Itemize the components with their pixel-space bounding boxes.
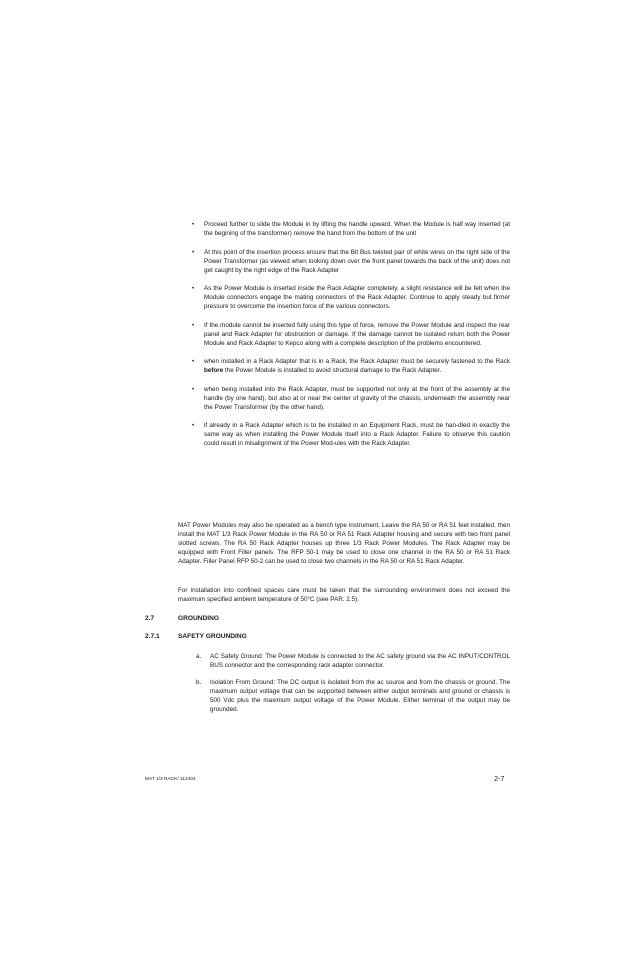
bullet-marker: • [192,422,195,429]
section-number: 2.7 [145,615,155,622]
bullet-item [192,248,510,275]
bullet-text: At this point of the insertion process ensure that the Bit Bus twisted pair of white wires on the right side of the Power Transformer (as viewed when looking down over the front panel towards the back of the unit) does not get caught by the right edge of the Rack Adapter [204,248,510,274]
list-item [196,652,510,670]
list-marker: a. [196,653,202,660]
bullet-marker: • [192,248,195,256]
confined-spaces-paragraph: For installation into confined spaces care must be taken that the surrounding environment does not exceed the maximum specified ambient temperature of 50°C (see PAR. 2.5). [178,587,510,603]
section-heading-grounding [145,615,219,622]
bullet-text: If the module cannot be inserted fully using this type of force, remove the Power Module and inspect the rear panel and Rack Adapter for obstruction or damage. If the damage cannot be isolated return both the Power Module and Rack Adapter to Kepco along with a complete description of the problems encountered. [204,321,510,347]
bullet-marker: • [192,358,195,365]
bullet-marker: • [192,285,195,292]
safety-grounding-list [196,652,510,722]
bullet-item [192,421,510,448]
section-heading-safety-grounding [145,633,247,640]
bullet-marker: • [192,221,195,228]
bullet-text: As the Power Module is inserted inside the Rack Adapter completely, a slight resistance will be felt when the Module connectors engage the mating connectors of the Rack Adapter. Continue to apply steady but firmer pressure to overcome the insertion force of the various connectors. [204,285,510,310]
bullet-text-pre: when installed in a Rack Adapter that is in a Rack, the Rack Adapter must be securely fastened to the Rack [204,358,510,365]
bullet-text-bold: before [204,367,224,374]
installation-bullet-list [192,220,510,458]
section-title: GROUNDING [178,615,220,622]
section-title: SAFETY GROUNDING [178,633,247,640]
bench-operation-paragraph: MAT Power Modules may also be operated as a bench type instrument. Leave the RA 50 or RA 51 feet installed, then install the MAT 1/3 Rack Power Module in the RA 50 or RA 51 Rack Adapter housing and secure with two front panel slotted screws. The RA 50 Rack Adapter houses up three 1/3 Rack Power Modules. The Rack Adapter may be equipped with Front Filler panels. The RFP 50-1 may be used to close one channel in the RA 50 or RA 51 Rack Adapter. Filler Panel RFP 50-2 can be used to close two channels in the RA 50 or RA 51 Rack Adapter. [178,522,510,565]
bullet-text: Proceed further to slide the Module in by lifting the handle upward. When the Module is half way inserted (at the begining of the transformer) remove the hand from the bottom of the unit [204,221,510,237]
list-item-text: Isolation From Ground: The DC output is isolated from the ac source and from the chassis or ground. The maximum output voltage that can be supported between either output terminals and ground or chassis is 500 Vdc plus the maximum output voltage of the Power Module. Either terminal of the output may be grounded. [210,679,510,713]
bullet-item [192,385,510,412]
bullet-marker: • [192,321,195,329]
bullet-text: when being installed into the Rack Adapter, must be supported not only at the front of the assembly at the handle (by one hand), but also at or near the center of gravity of the chassis, underneath the assembly near the Power Transformer (by the other hand). [204,385,510,411]
bullet-text-post: the Power Module is installed to avoid structural damage to the Rack Adapter. [223,367,442,374]
bullet-item [192,357,510,375]
bullet-item [192,284,510,311]
footer-document-id: MAT 1/3 RACK/ 112404 [145,777,196,782]
footer-page-number: 2-7 [494,774,505,783]
bullet-text: if already in a Rack Adapter which is to be installed in an Equipment Rack, must be han-dled in exactly the same way as when installing the Power Module itself into a Rack Adapter. Failure to observe this caution could result in misalignment of the Power Mod-ules with the Rack Adapter. [204,422,510,447]
list-marker: b. [196,679,202,686]
bullet-marker: • [192,385,195,393]
section-number: 2.7.1 [145,633,160,640]
bullet-item [192,321,510,348]
bullet-item [192,220,510,238]
list-item-text: AC Safety Ground: The Power Module is connected to the AC safety ground via the AC INPUT/CONTROL BUS connector and the corresponding rack adapter connector. [210,653,510,669]
list-item [196,678,510,714]
